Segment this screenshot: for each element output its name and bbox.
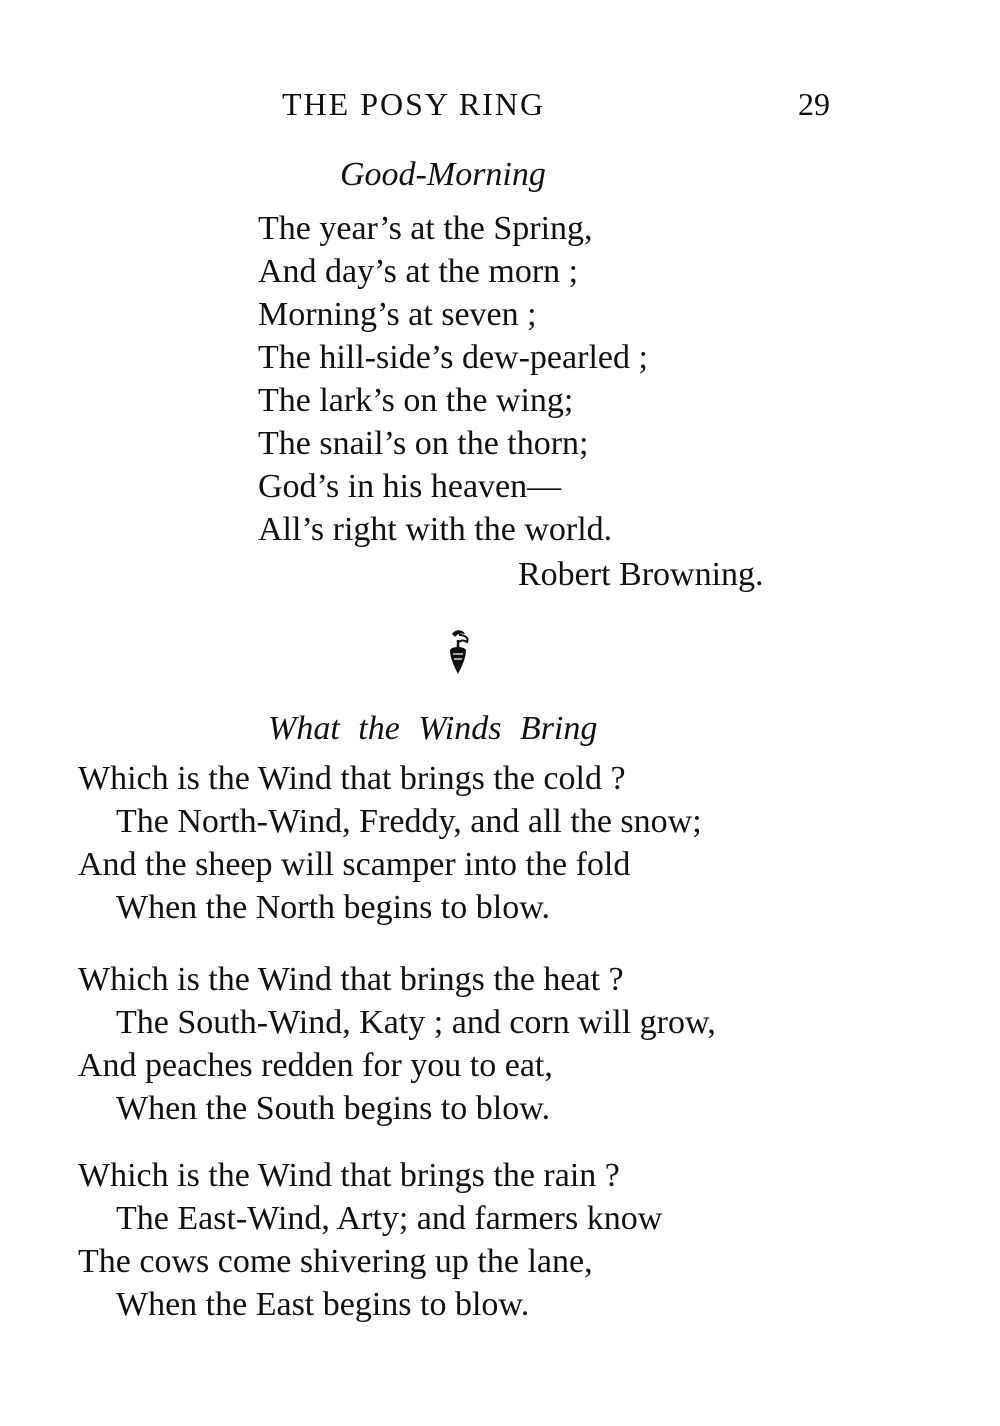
- poem-line: The lark’s on the wing;: [258, 382, 574, 419]
- poem-stanza-2: [78, 958, 716, 1130]
- poem-stanza-1: [78, 757, 702, 929]
- poem-line: The snail’s on the thorn;: [258, 425, 589, 462]
- poem-line: Which is the Wind that brings the cold ?: [78, 760, 626, 797]
- poem-line: The year’s at the Spring,: [258, 210, 593, 247]
- poem-line: The East-Wind, Arty; and farmers know: [116, 1200, 663, 1237]
- poem-line: Morning’s at seven ;: [258, 296, 537, 333]
- page-number: 29: [798, 86, 830, 122]
- poem-line: The cows come shivering up the lane,: [78, 1243, 593, 1280]
- running-head-title: THE POSY RING: [282, 86, 546, 122]
- poem-line: The South-Wind, Katy ; and corn will grow,: [116, 1004, 716, 1041]
- poem-line: All’s right with the world.: [258, 511, 613, 548]
- poem-line: And day’s at the morn ;: [258, 253, 579, 290]
- poem-line: And the sheep will scamper into the fold: [78, 846, 631, 883]
- poem-line: When the East begins to blow.: [116, 1286, 530, 1323]
- poem-stanza-3: [78, 1154, 662, 1326]
- poem-title-what-the-winds-bring: What the Winds Bring: [268, 710, 598, 747]
- poem-title-good-morning: Good-Morning: [340, 156, 546, 193]
- poem-line: Which is the Wind that brings the heat ?: [78, 961, 624, 998]
- poem-good-morning-lines: [258, 207, 648, 551]
- poem-line: And peaches redden for you to eat,: [78, 1047, 553, 1084]
- poem-line: The hill-side’s dew-pearled ;: [258, 339, 648, 376]
- poem-line: When the North begins to blow.: [116, 889, 551, 926]
- poem-line: Which is the Wind that brings the rain ?: [78, 1157, 620, 1194]
- floral-ornament-icon: [443, 628, 473, 676]
- poem-line: God’s in his heaven—: [258, 468, 562, 505]
- poem-line: The North-Wind, Freddy, and all the snow;: [116, 803, 702, 840]
- poem-line: When the South begins to blow.: [116, 1090, 551, 1127]
- poem-author: Robert Browning.: [518, 556, 764, 593]
